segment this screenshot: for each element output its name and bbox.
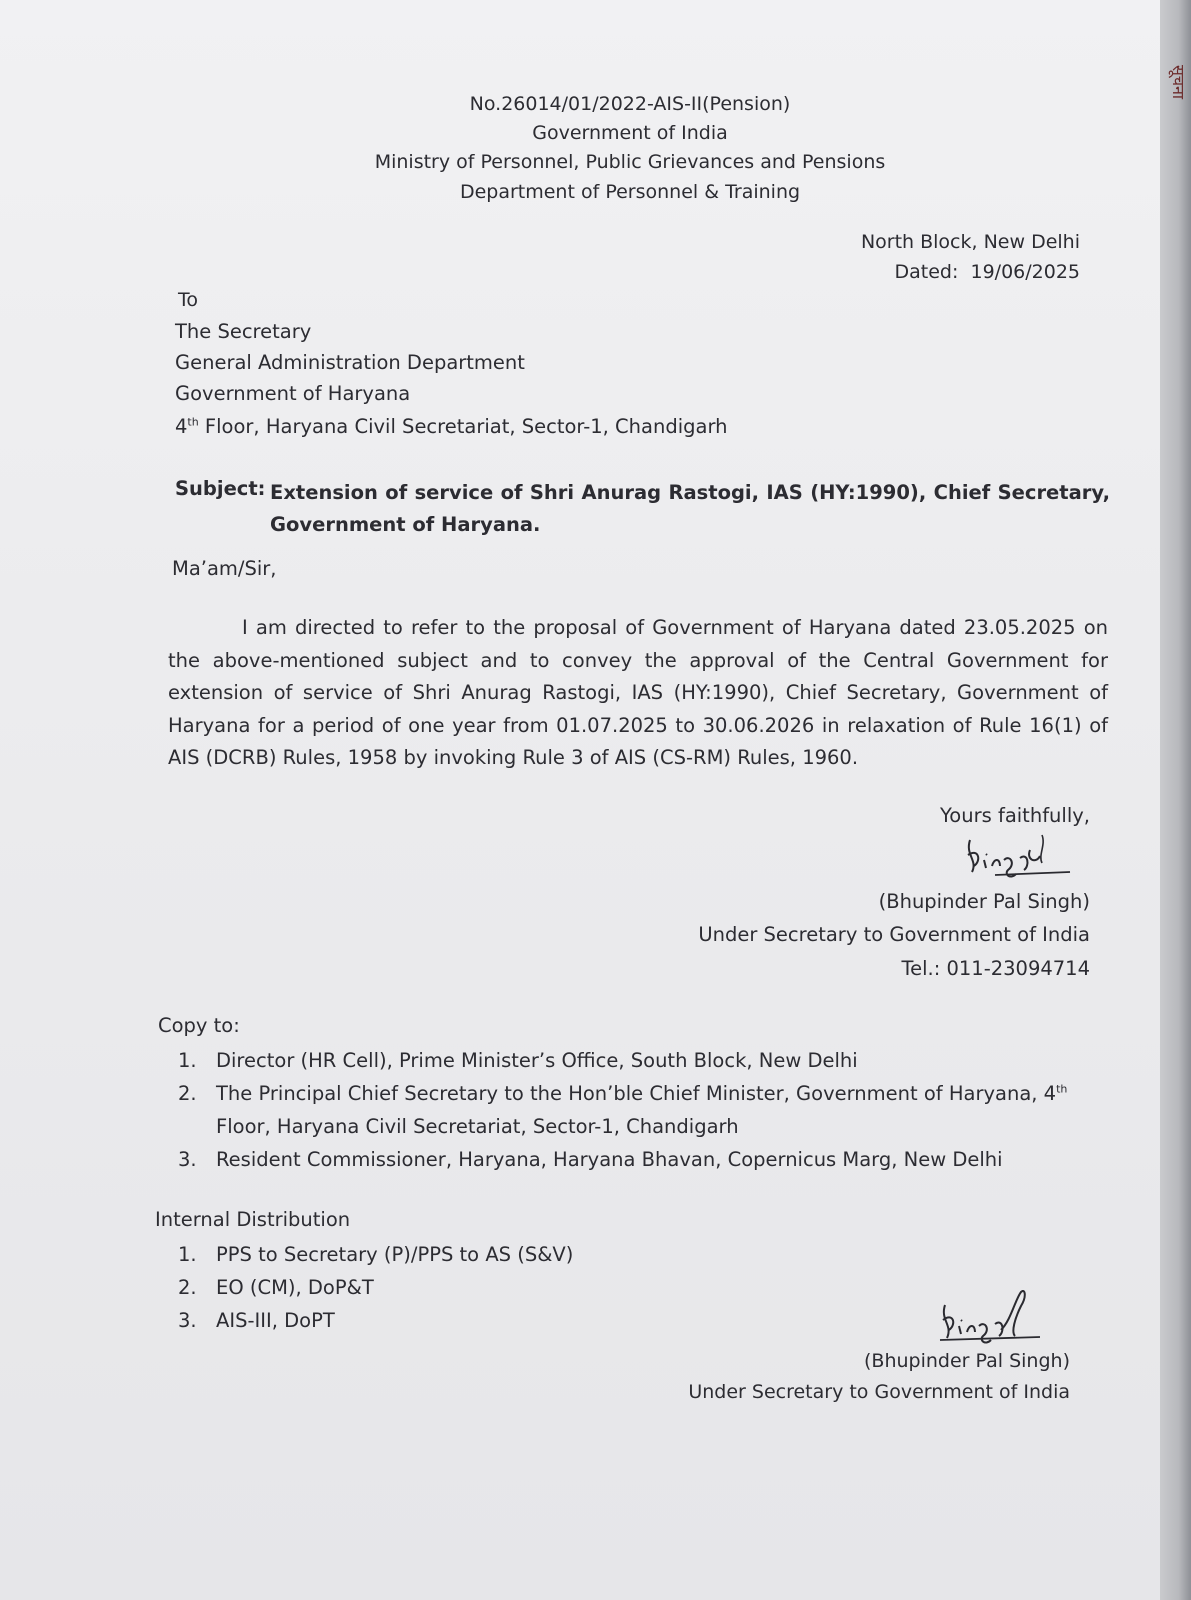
list-item: 1. Director (HR Cell), Prime Minister’s Office, South Block, New Delhi — [178, 1049, 858, 1072]
list-item: 2. EO (CM), DoP&T — [178, 1276, 374, 1299]
signature-image — [960, 830, 1080, 885]
addressee-line1: The Secretary — [175, 320, 312, 343]
addressee-line3: Government of Haryana — [175, 382, 411, 405]
signatory2-name: (Bhupinder Pal Singh) — [864, 1350, 1070, 1372]
govt-name: Government of India — [532, 122, 728, 144]
salutation: Ma’am/Sir, — [172, 557, 277, 580]
date-line — [895, 261, 1080, 284]
place: North Block, New Delhi — [860, 231, 1080, 253]
addressee-line4: 4th Floor, Haryana Civil Secretariat, Sector-1, Chandigarh — [175, 415, 728, 438]
date-value: 19/06/2025 — [970, 261, 1080, 283]
list-item: 3. AIS-III, DoPT — [178, 1309, 335, 1332]
signatory2-designation: Under Secretary to Government of India — [688, 1381, 1070, 1403]
ministry-name: Ministry of Personnel, Public Grievances and Pensions — [374, 151, 886, 173]
dated-label: Dated: — [894, 261, 959, 283]
copy-to-label: Copy to: — [158, 1014, 240, 1037]
signatory-name: (Bhupinder Pal Singh) — [878, 890, 1090, 913]
list-item: 1. PPS to Secretary (P)/PPS to AS (S&V) — [178, 1243, 574, 1266]
page-edge — [1160, 0, 1191, 1600]
copy-to-list — [178, 1044, 1113, 1176]
list-item: 2. The Principal Chief Secretary to the Hon’ble Chief Minister, Government of Haryana, 4th Floor, Haryana Civil Secretariat, Sector-1, Chandigarh — [178, 1082, 1068, 1138]
signatory-tel: Tel.: 011-23094714 — [901, 957, 1090, 980]
addressee-line2: General Administration Department — [175, 351, 525, 374]
closing: Yours faithfully, — [939, 804, 1090, 827]
body-paragraph: I am directed to refer to the proposal of Government of Haryana dated 23.05.2025 on the above-mentioned subject and to convey the approval of the Central Government for extension of service of Shri Anurag Rastogi, IAS (HY:1990), Chief Secretary, Government of Haryana for a period of one year from 01.07.2025 to 30.06.2026 in relaxation of Rule 16(1) of AIS (DCRB) Rules, 1958 by invoking Rule 3 of AIS (CS-RM) Rules, 1960. — [168, 616, 1108, 769]
list-item: 3. Resident Commissioner, Haryana, Haryana Bhavan, Copernicus Marg, New Delhi — [178, 1148, 1003, 1171]
addressee-to: To — [178, 289, 199, 311]
subject-text: Extension of service of Shri Anurag Rastogi, IAS (HY:1990), Chief Secretary, Government of Haryana. — [270, 481, 1110, 536]
subject-label: Subject: — [175, 477, 266, 500]
internal-distribution-label: Internal Distribution — [155, 1208, 351, 1231]
file-number: No.26014/01/2022-AIS-II(Pension) — [469, 93, 791, 115]
signatory-designation: Under Secretary to Government of India — [698, 923, 1090, 946]
department-name: Department of Personnel & Training — [459, 181, 801, 203]
edge-stamp-text: सूचना — [1169, 65, 1188, 100]
